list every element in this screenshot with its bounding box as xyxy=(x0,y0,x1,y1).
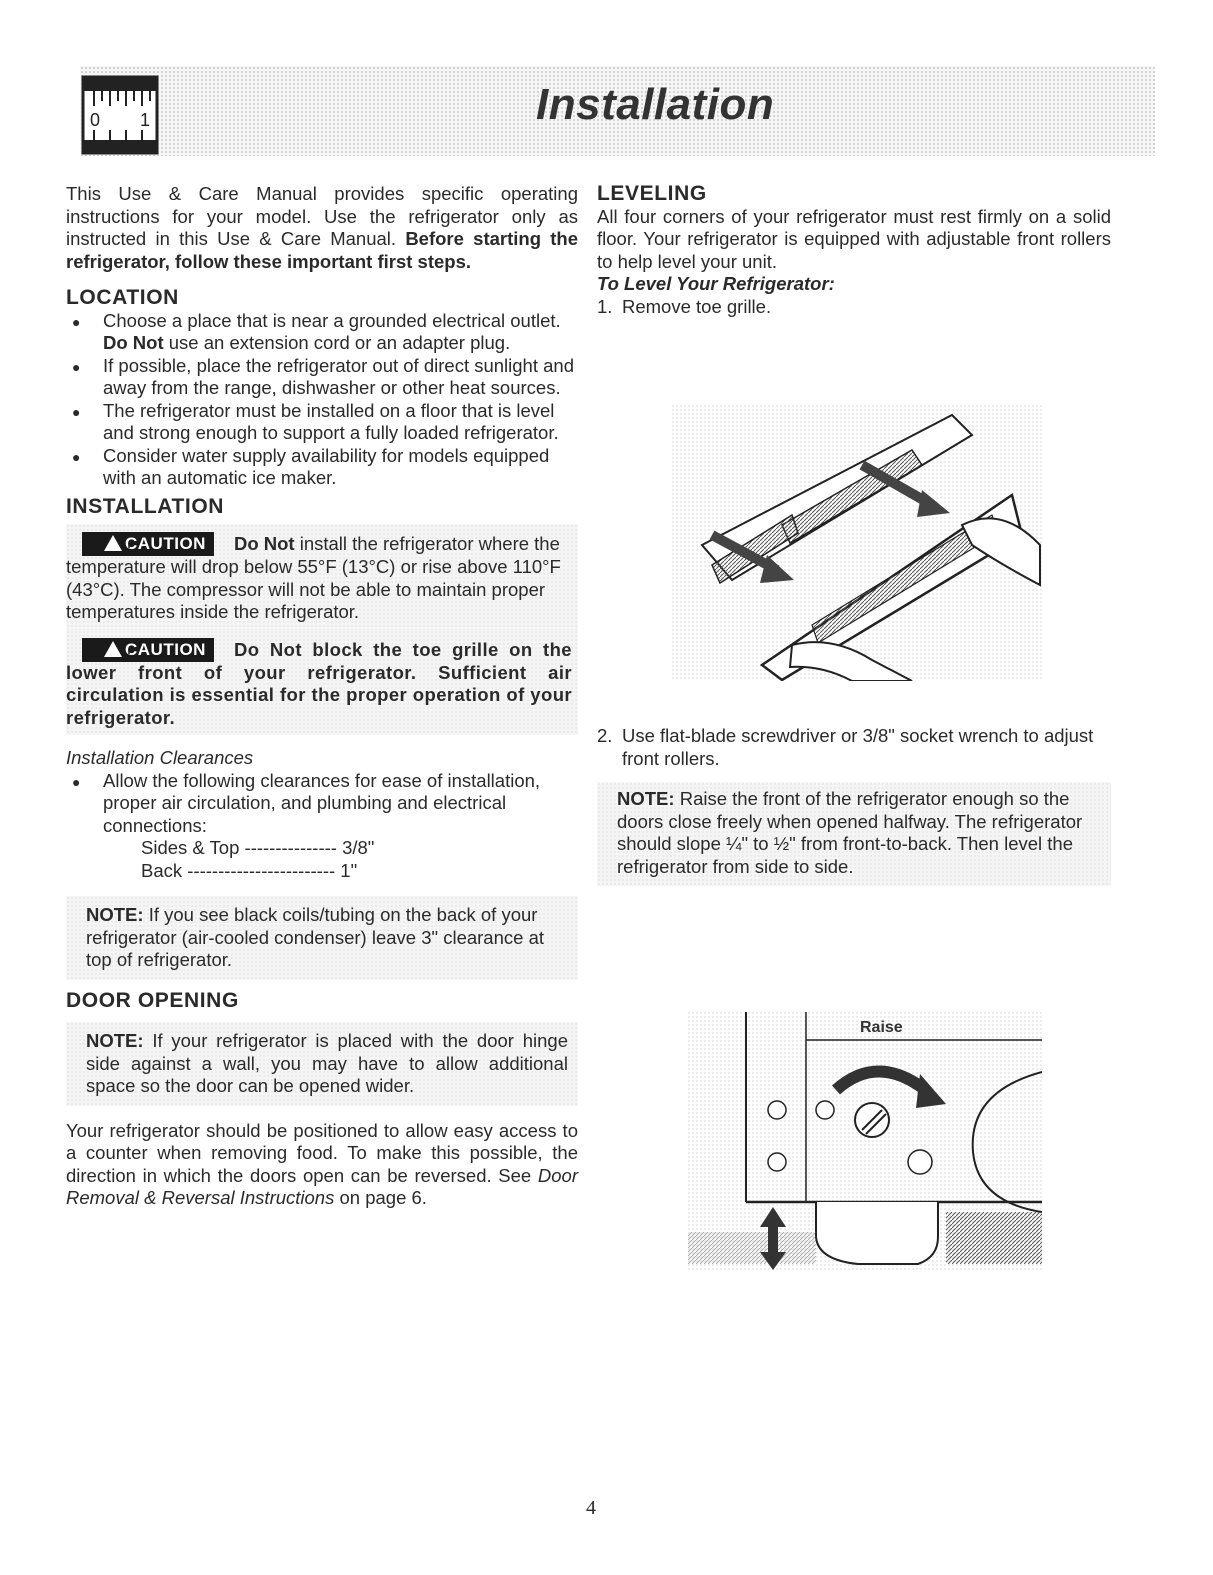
leveling-paragraph: All four corners of your refrigerator must rest firmly on a solid floor. Your refrigerator is equipped with adjustable front rollers to help level your unit. xyxy=(597,205,1111,272)
clearance-note-box: NOTE: If you see black coils/tubing on the back of your refrigerator (air-cooled condenser) leave 3" clearance at top of refrigerator. xyxy=(66,896,578,980)
toe-grille-illustration xyxy=(672,405,1042,681)
ruler-label-1: 1 xyxy=(140,110,151,130)
intro-bold: Before starting the refrigerator, follow these important first steps. xyxy=(66,228,579,272)
leveling-subheading: To Level Your Refrigerator: xyxy=(597,273,835,294)
ruler-label-0: 0 xyxy=(90,110,101,130)
warning-icon xyxy=(104,641,122,657)
list-item: ● Allow the following clearances for ease of installation, proper air circulation, and plumbing and electrical connections: xyxy=(72,769,541,836)
clearances-list xyxy=(66,770,578,838)
caution-badge: !CAUTION xyxy=(82,638,214,662)
table-row: Sides & Top --------------- 3/8" xyxy=(141,837,375,858)
caution-badge: !CAUTION xyxy=(82,532,214,556)
page-number: 4 xyxy=(586,1497,596,1519)
bullet-icon: ● xyxy=(72,358,81,375)
intro-text: This Use & Care Manual provides specific operating instructions for your model. Use the refrigerator only as instructed in this Use & Care Manual. xyxy=(66,183,578,249)
caution-box-2: !CAUTION Do Not block the toe grille on the lower front of your refrigerator. Sufficient air circulation is essential for the proper operation of your refrigerator. xyxy=(66,630,578,736)
bullet-icon: ● xyxy=(72,773,81,790)
table-row: Back ------------------------ 1" xyxy=(141,859,358,881)
page-title: Installation xyxy=(536,80,775,129)
step-1: 1. Remove toe grille. xyxy=(597,295,772,317)
door-paragraph: Your refrigerator should be positioned to allow easy access to a counter when removing food. To make this possible, the direction in which the doors open can be reversed. See Door Removal & Reversal Instructions on page 6. xyxy=(66,1119,578,1208)
list-item: ● Consider water supply availability for models equipped with an automatic ice maker. xyxy=(72,444,550,488)
list-item: ● Choose a place that is near a grounded electrical outlet. Do Not use an extension cord or an adapter plug. xyxy=(72,309,561,353)
warning-icon xyxy=(104,535,122,551)
clearances-heading: Installation Clearances xyxy=(66,747,254,768)
location-list xyxy=(66,310,578,490)
raise-label: Raise xyxy=(860,1019,903,1036)
installation-heading: INSTALLATION xyxy=(66,494,225,518)
roller-adjust-illustration xyxy=(688,1012,1042,1270)
bullet-icon: ● xyxy=(72,313,81,330)
door-note-box: NOTE: If your refrigerator is placed with the door hinge side against a wall, you may have to allow additional space so the door can be opened wider. xyxy=(66,1022,578,1106)
clearances-table xyxy=(66,837,578,882)
leveling-note-box: NOTE: Raise the front of the refrigerator enough so the doors close freely when opened halfway. The refrigerator should slope ¼" to ½" from front-to-back. Then level the refrigerator from side to side. xyxy=(597,782,1111,886)
caution-box-1: !CAUTION Do Not install the refrigerator where the temperature will drop below 55°F (13°C) or rise above 110°F (43°C). The compressor will not be able to maintain proper temperatures inside the refrigerator. xyxy=(66,524,578,630)
door-opening-heading: DOOR OPENING xyxy=(66,988,239,1012)
location-heading: LOCATION xyxy=(66,286,179,309)
left-column xyxy=(66,183,578,1210)
list-item: ● The refrigerator must be installed on a floor that is level and strong enough to support a fully loaded refrigerator. xyxy=(72,399,559,443)
bullet-icon: ● xyxy=(72,403,81,420)
ruler-icon xyxy=(80,74,160,156)
leveling-heading: LEVELING xyxy=(597,182,707,205)
intro-paragraph xyxy=(66,183,578,273)
step-2: 2. Use flat-blade screwdriver or 3/8" socket wrench to adjust front rollers. xyxy=(597,725,1094,769)
bullet-icon: ● xyxy=(72,448,81,465)
list-item: ● If possible, place the refrigerator out of direct sunlight and away from the range, dishwasher or other heat sources. xyxy=(72,354,574,398)
